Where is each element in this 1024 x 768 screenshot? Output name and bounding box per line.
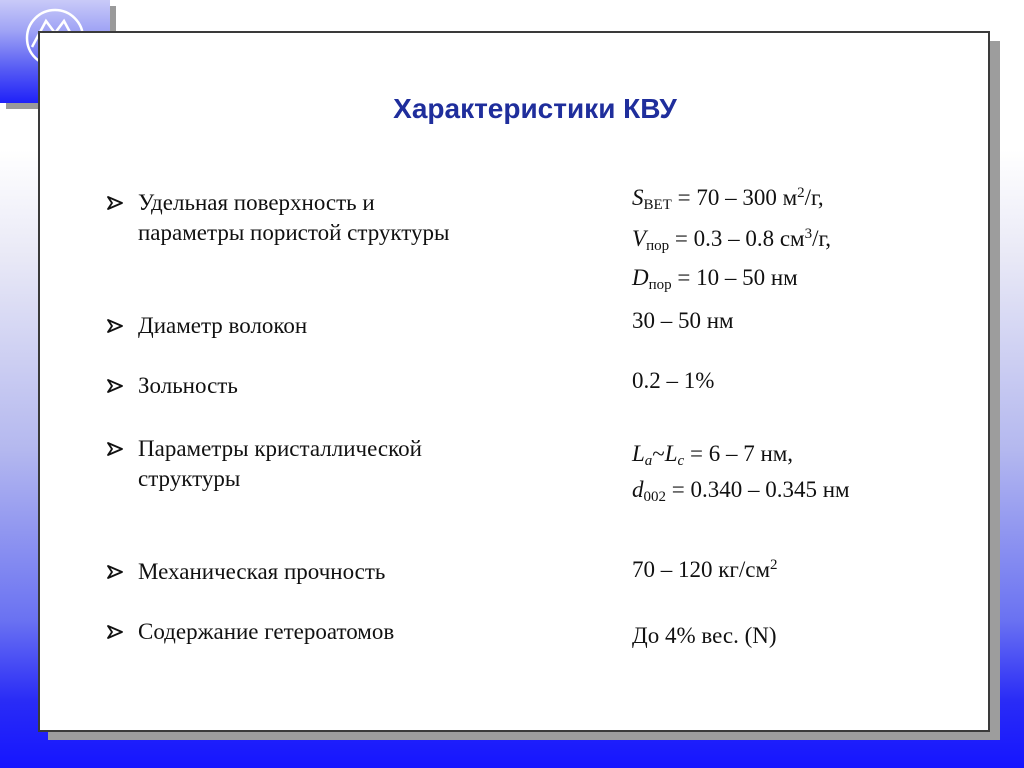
value-heteroatoms: До 4% вес. (N) [632, 623, 777, 648]
symbol: L [664, 441, 678, 466]
item-line: параметры пористой структуры [138, 220, 450, 245]
value-ash: 0.2 – 1% [632, 368, 715, 393]
value-text: = 10 – 50 нм [671, 265, 798, 290]
symbol: S [632, 185, 644, 210]
subscript: пор [646, 238, 670, 254]
symbol: D [632, 265, 649, 290]
value-text: 70 – 120 кг/см [632, 557, 771, 582]
value-text: = 6 – 7 нм, [684, 441, 794, 466]
item-line: Зольность [138, 373, 238, 398]
item-line: Параметры кристаллической [138, 436, 422, 461]
symbol: d [632, 477, 644, 502]
value-fiber-diameter: 30 – 50 нм [632, 308, 734, 333]
value-text: ~ [652, 441, 665, 466]
value-surface-area [632, 183, 824, 213]
superscript: 3 [804, 226, 813, 242]
list-item-mechanical-strength [106, 557, 385, 587]
subscript: BET [643, 197, 672, 213]
value-text: = 70 – 300 м [671, 185, 798, 210]
list-item-ash [106, 371, 238, 401]
arrow-bullet-icon [106, 557, 128, 587]
item-line: структуры [138, 466, 241, 491]
subscript: 002 [643, 489, 666, 505]
value-pore-diameter [632, 263, 798, 293]
item-line: Удельная поверхность и [138, 190, 375, 215]
superscript: 2 [797, 185, 805, 201]
slide-title: Характеристики КВУ [393, 93, 677, 124]
value-mechanical-strength [632, 555, 778, 585]
value-text: = 0.340 – 0.345 нм [666, 477, 850, 502]
value-crystallite-size [632, 439, 793, 469]
value-interlayer-spacing [632, 475, 850, 505]
subscript: c [677, 453, 685, 469]
arrow-bullet-icon [106, 434, 128, 464]
symbol: L [632, 441, 645, 466]
list-item-fiber-diameter [106, 311, 307, 341]
value-text: /г, [804, 185, 824, 210]
value-text: = 0.3 – 0.8 см [669, 226, 805, 251]
arrow-bullet-icon [106, 311, 128, 341]
arrow-bullet-icon [106, 617, 128, 647]
arrow-bullet-icon [106, 188, 128, 218]
item-line: Диаметр волокон [138, 313, 308, 338]
symbol: V [632, 226, 647, 251]
item-line: Механическая прочность [138, 559, 386, 584]
item-line: Содержание гетероатомов [138, 619, 395, 644]
list-item-heteroatoms [106, 617, 394, 647]
value-pore-volume [632, 224, 831, 254]
subscript: пор [648, 277, 672, 293]
list-item-crystal-structure [106, 434, 422, 494]
value-text: /г, [812, 226, 832, 251]
arrow-bullet-icon [106, 371, 128, 401]
superscript: 2 [770, 557, 778, 573]
list-item-surface [106, 188, 449, 248]
subscript: a [644, 453, 653, 469]
